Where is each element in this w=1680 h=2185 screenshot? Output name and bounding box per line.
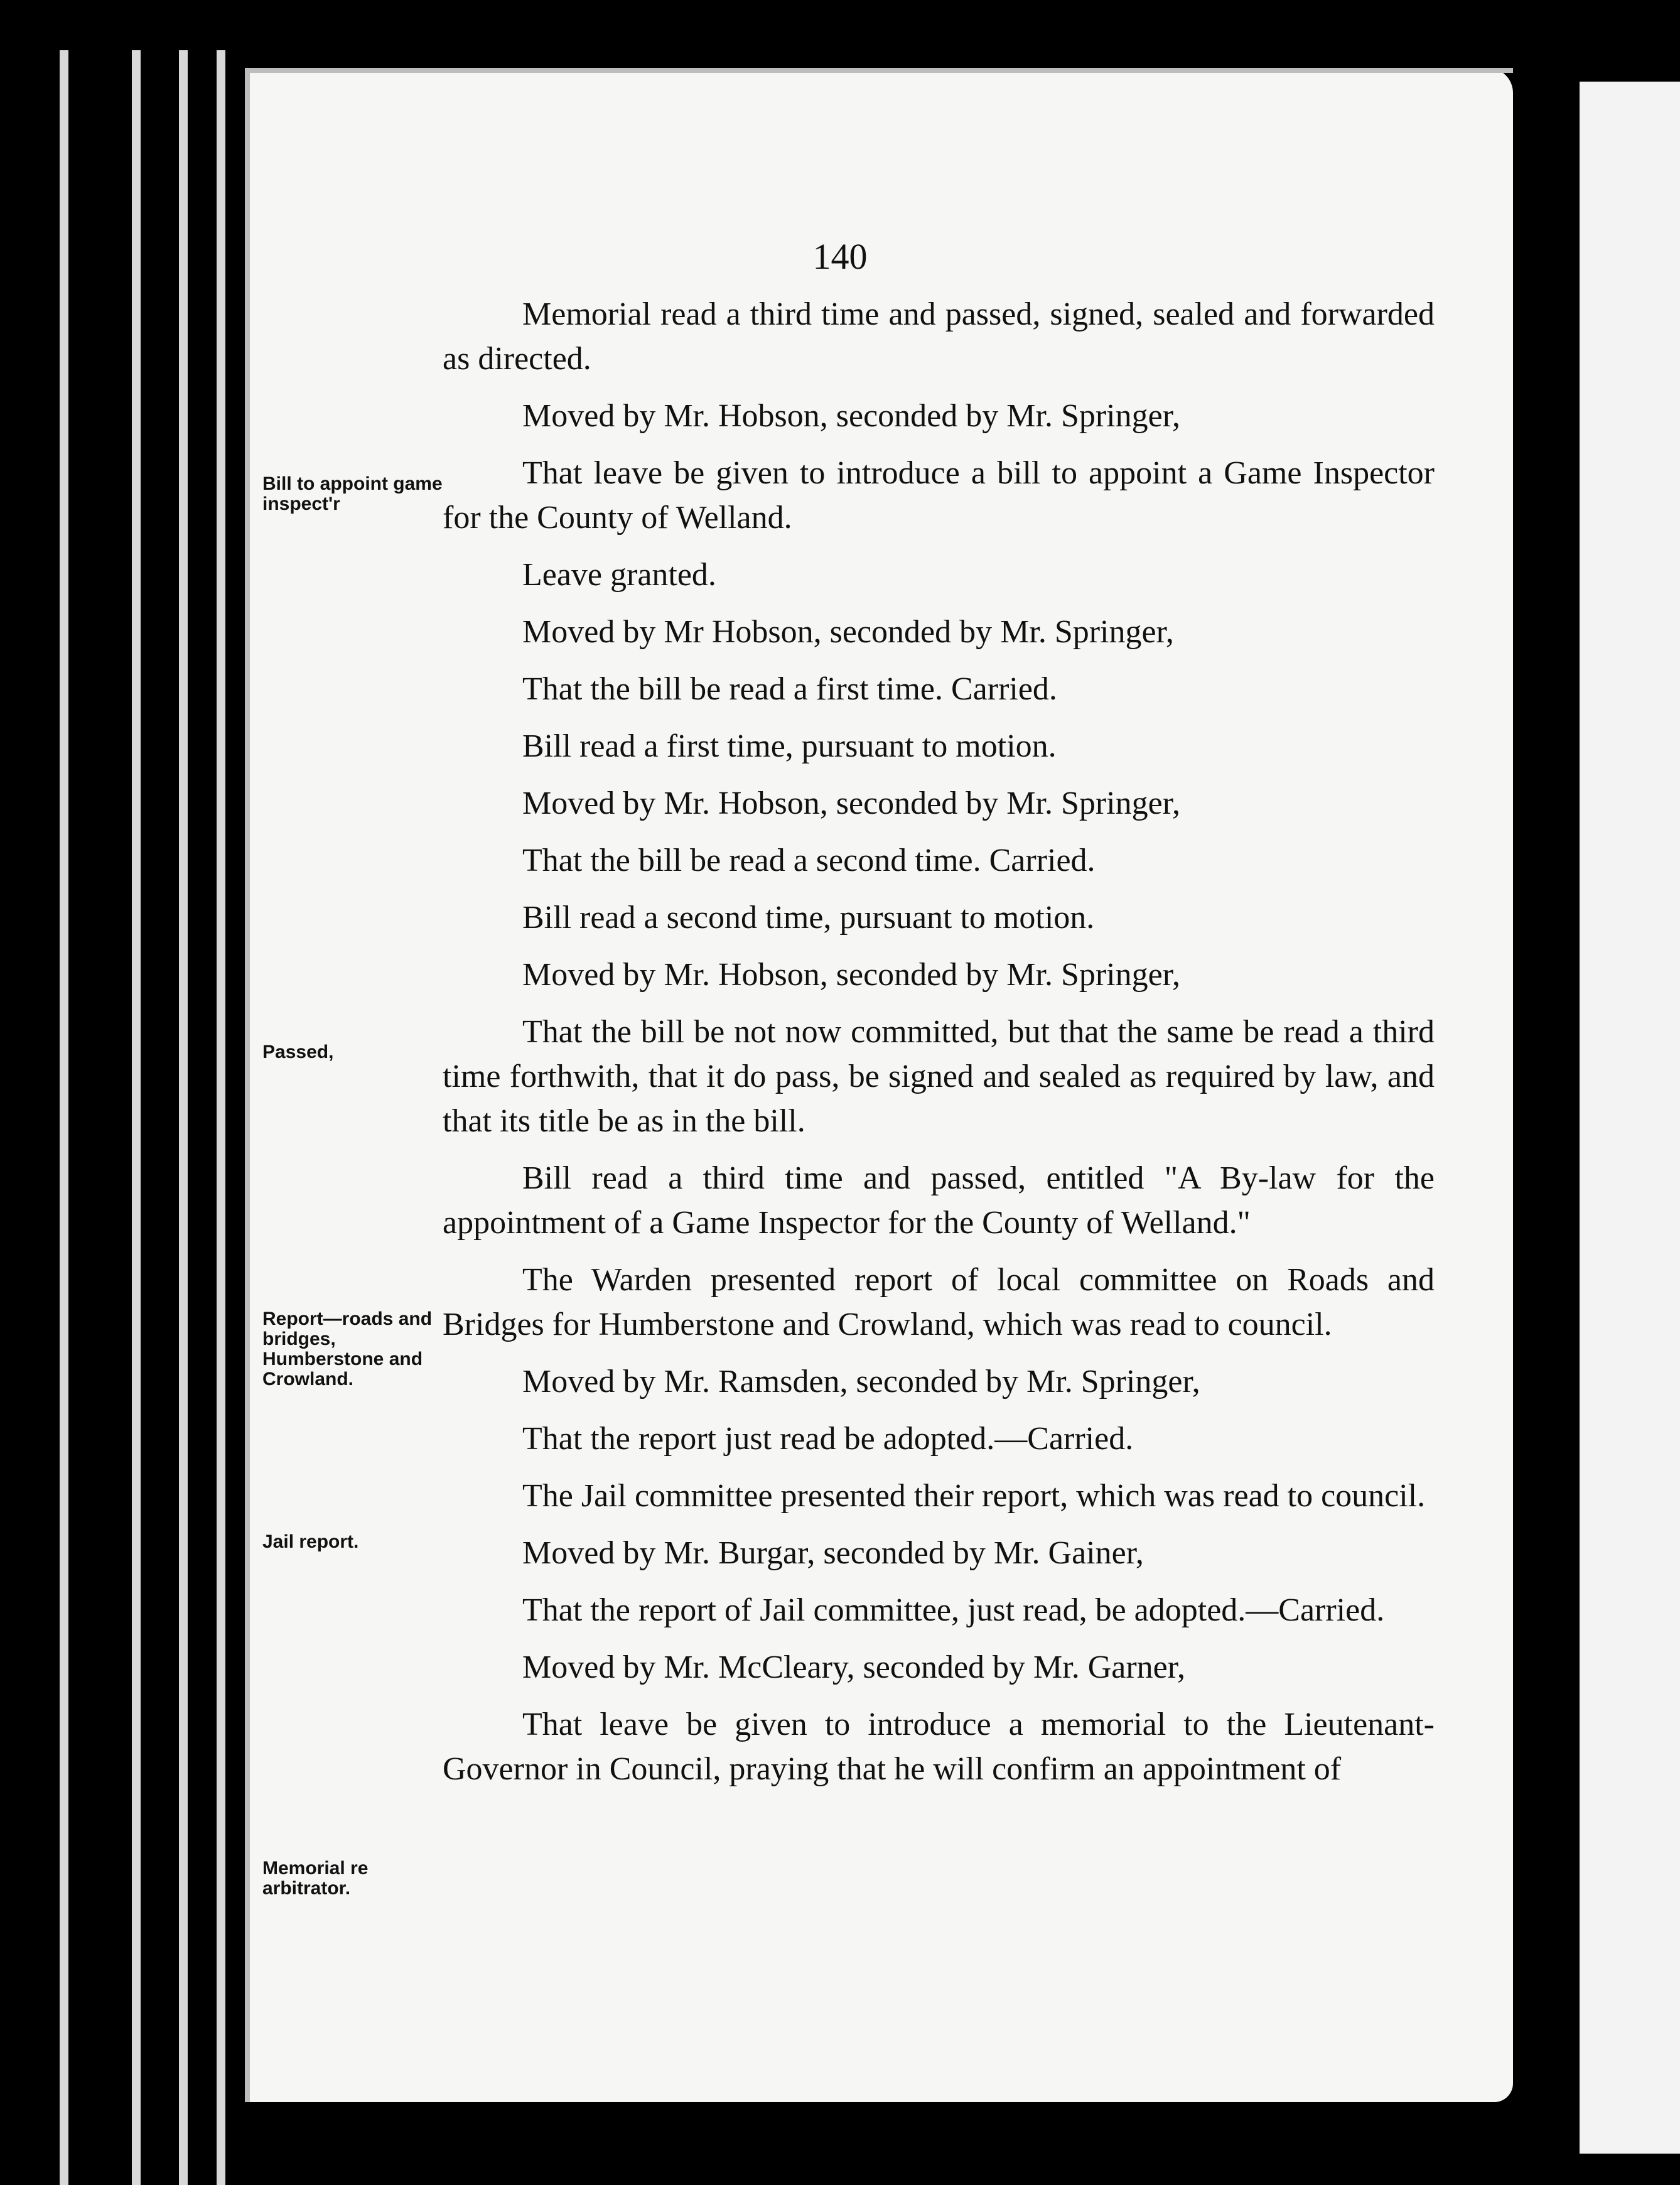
margin-note-report-roads: Report—roads and bridges, Humberstone and Crowland. xyxy=(262,1308,433,1389)
paragraph: Bill read a second time, pursuant to motion. xyxy=(522,900,1095,936)
body-text xyxy=(443,292,1435,1791)
margin-note-jail: Jail report. xyxy=(262,1531,359,1552)
paragraph: The Warden presented report of local committee on Roads and Bridges for Humberstone and Crowland, which was read to council. xyxy=(443,1262,1435,1342)
next-page-edge xyxy=(1580,82,1680,2154)
paragraph: Moved by Mr. Burgar, seconded by Mr. Gainer, xyxy=(522,1535,1144,1571)
paragraph: Moved by Mr. Hobson, seconded by Mr. Springer, xyxy=(522,785,1180,821)
paragraph: That leave be given to introduce a memorial to the Lieutenant-Governor in Council, praying that he will confirm an appointment of xyxy=(443,1707,1435,1787)
paragraph: Moved by Mr. McCleary, seconded by Mr. Garner, xyxy=(522,1649,1185,1685)
paragraph: Bill read a first time, pursuant to motion. xyxy=(522,728,1057,764)
book-edge xyxy=(179,50,188,2185)
paragraph: Memorial read a third time and passed, signed, sealed and forwarded as directed. xyxy=(443,296,1435,377)
paragraph: Leave granted. xyxy=(522,557,716,593)
paragraph: That the bill be read a second time. Carried. xyxy=(522,843,1096,878)
paragraph: Moved by Mr. Hobson, seconded by Mr. Springer, xyxy=(522,398,1180,434)
margin-note-memorial: Memorial re arbitrator. xyxy=(262,1858,369,1899)
paragraph: That the report of Jail committee, just read, be adopted.—Carried. xyxy=(522,1592,1385,1628)
page-border xyxy=(245,68,1513,73)
margin-note-bill: Bill to appoint game inspect'r xyxy=(262,473,443,514)
paragraph: The Jail committee presented their report, which was read to council. xyxy=(522,1478,1426,1514)
paragraph: That the bill be read a first time. Carried. xyxy=(522,671,1057,707)
page-number: 140 xyxy=(812,236,868,277)
paragraph: Moved by Mr Hobson, seconded by Mr. Springer, xyxy=(522,614,1174,650)
paragraph: Moved by Mr. Ramsden, seconded by Mr. Springer, xyxy=(522,1364,1200,1400)
book-edge xyxy=(217,50,225,2185)
paragraph: Moved by Mr. Hobson, seconded by Mr. Springer, xyxy=(522,957,1180,993)
book-edge xyxy=(60,50,68,2185)
page-border xyxy=(245,68,250,2102)
paragraph: That the bill be not now committed, but that the same be read a third time forthwith, that it do pass, be signed and sealed as required by law, and that its title be as in the bill. xyxy=(443,1014,1435,1139)
paragraph: That leave be given to introduce a bill to appoint a Game Inspector for the County of Welland. xyxy=(443,455,1435,536)
paragraph: Bill read a third time and passed, entitled "A By-law for the appointment of a Game Inspector for the County of Welland." xyxy=(443,1160,1435,1241)
margin-note-passed: Passed, xyxy=(262,1042,334,1062)
paragraph: That the report just read be adopted.—Carried. xyxy=(522,1421,1134,1457)
book-edge xyxy=(132,50,141,2185)
